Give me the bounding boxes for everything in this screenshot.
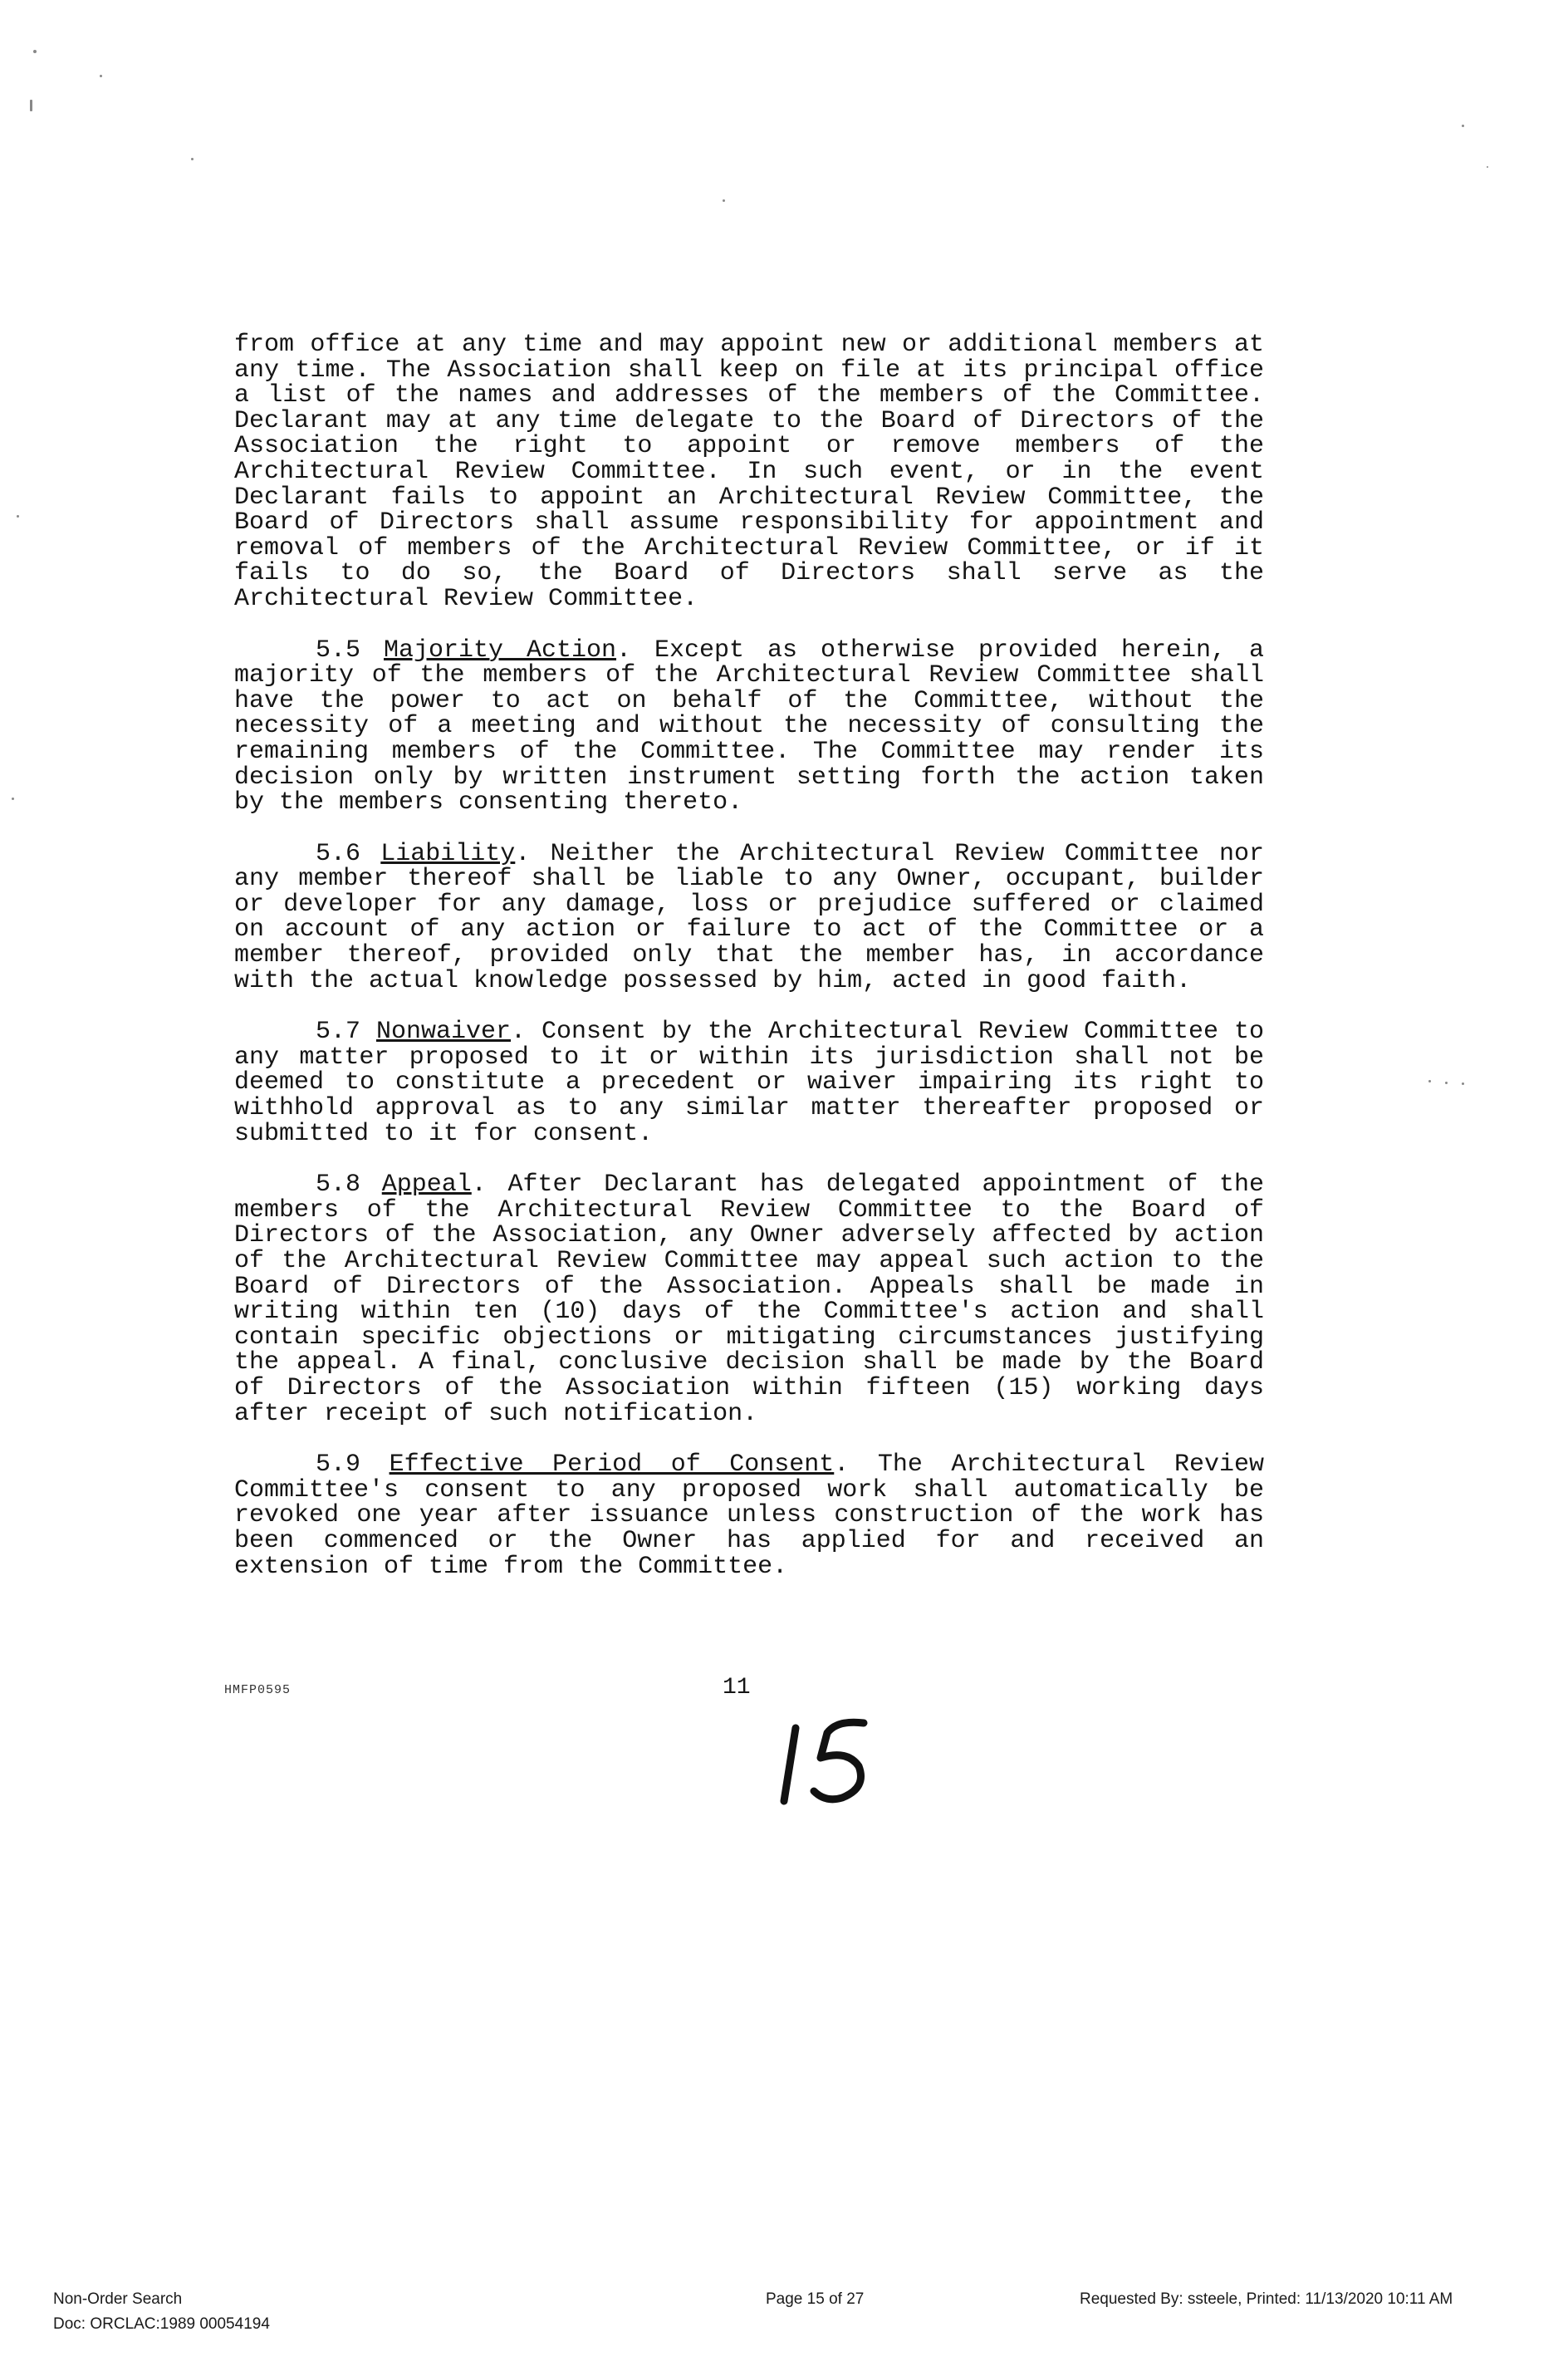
scan-speck — [100, 75, 102, 77]
page-number: 11 — [723, 1675, 751, 1701]
section-5-7: 5.7 Nonwaiver. Consent by the Architectural Review Committee to any matter proposed to it or within its jurisdiction shall not be deemed to constitute a precedent or waiver impairing its right to withhold approval as to any similar matter thereafter proposed or submitted to it for consent. — [234, 1018, 1264, 1148]
document-code: HMFP0595 — [224, 1683, 292, 1697]
scan-speck — [1445, 1082, 1448, 1084]
print-footer-page: Page 15 of 27 — [766, 2290, 865, 2308]
section-heading: Nonwaiver — [376, 1018, 512, 1047]
scan-speck — [12, 798, 14, 800]
section-5-9: 5.9 Effective Period of Consent. The Architectural Review Committee's consent to any proposed work shall automatically be revoked one year after issuance unless construction of the work has been commenced or the Owner has applied for and received an extension of time from the Committee. — [234, 1451, 1264, 1581]
section-text: After Declarant has delegated appointment of the members of the Architectural Review Committee to the Board of Directors of the Association, any Owner adversely affected by action of the Architectural Review Committee may appeal such action to the Board of Directors of the Association. Appeals shall be made in writing within ten (10) days of the Committee's action and shall contain specific objections or mitigating circumstances justifying the appeal. A final, conclusive decision shall be made by the Board of Directors of the Association within fifteen (15) working days after receipt of such notification. — [234, 1171, 1264, 1428]
section-number: 5.9 — [316, 1451, 361, 1480]
print-footer-left-1: Non-Order Search — [53, 2290, 183, 2308]
section-text: Neither the Architectural Review Committee nor any member thereof shall be liable to any Owner, occupant, builder or developer for any damage, loss or prejudice suffered or claimed on account of any action or failure to act of the Committee or a member thereof, provided only that the member has, in accordance with the actual knowledge possessed by him, acted in good faith. — [234, 839, 1264, 995]
scan-speck — [723, 199, 725, 202]
section-5-5: 5.5 Majority Action. Except as otherwise provided herein, a majority of the members of the Architectural Review Committee shall have the power to act on behalf of the Committee, without the necessity of a meeting and without the necessity of consulting the remaining members of the Committee. The Committee may render its decision only by written instrument setting forth the action taken by the members consenting thereto. — [234, 636, 1264, 817]
section-text: Consent by the Architectural Review Committee to any matter proposed to it or within its jurisdiction shall not be deemed to constitute a precedent or waiver impairing its right to withhold approval as to any similar matter thereafter proposed or submitted to it for consent. — [234, 1018, 1264, 1148]
section-5-6: 5.6 Liability. Neither the Architectural Review Committee nor any member thereof shall be liable to any Owner, occupant, builder or developer for any damage, loss or prejudice suffered or claimed on account of any action or failure to act of the Committee or a member thereof, provided only that the member has, in accordance with the actual knowledge possessed by him, acted in good faith. — [234, 839, 1264, 995]
scan-speck — [33, 50, 37, 53]
scan-speck — [1487, 166, 1488, 168]
section-heading: Effective Period of Consent — [389, 1451, 835, 1480]
section-heading: Appeal — [381, 1171, 472, 1200]
section-heading: Majority Action — [384, 636, 617, 665]
section-text: The Architectural Review Committee's consent to any proposed work shall automatically be revoked one year after issuance unless construction of the work has been commenced or the Owner has applied for and received an extension of time from the Committee. — [234, 1451, 1264, 1581]
scan-speck — [191, 158, 194, 160]
section-number: 5.6 — [316, 839, 361, 868]
scan-speck — [1462, 1082, 1464, 1085]
handwritten-page-number — [772, 1711, 889, 1811]
print-footer-left-2: Doc: ORCLAC:1989 00054194 — [53, 2315, 270, 2333]
print-footer-requested: Requested By: ssteele, Printed: 11/13/2020 10:11 AM — [1080, 2290, 1453, 2308]
scan-speck — [30, 100, 32, 111]
section-text: Except as otherwise provided herein, a majority of the members of the Architectural Review Committee shall have the power to act on behalf of the Committee, without the necessity of a meeting and without the necessity of consulting the remaining members of the Committee. The Committee may render its decision only by written instrument setting forth the action taken by the members consenting thereto. — [234, 636, 1264, 817]
section-heading: Liability — [380, 839, 516, 868]
section-number: 5.7 — [316, 1018, 361, 1047]
section-number: 5.5 — [316, 636, 361, 665]
section-number: 5.8 — [316, 1171, 361, 1200]
intro-paragraph: from office at any time and may appoint new or additional members at any time. The Association shall keep on file at its principal office a list of the names and addresses of the members of the Committee. Declarant may at any time delegate to the Board of Directors of the Association the right to appoint or remove members of the Architectural Review Committee. In such event, or in the event Declarant fails to appoint an Architectural Review Committee, the Board of Directors shall assume responsibility for appointment and removal of members of the Architectural Review Committee, or if it fails to do so, the Board of Directors shall serve as the Architectural Review Committee. — [234, 331, 1264, 613]
scan-speck — [1462, 125, 1464, 127]
scan-speck — [17, 515, 19, 518]
scan-speck — [1428, 1080, 1431, 1082]
document-body — [234, 332, 1264, 1605]
section-5-8: 5.8 Appeal. After Declarant has delegated appointment of the members of the Architectural Review Committee to the Board of Directors of the Association, any Owner adversely affected by action of the Architectural Review Committee may appeal such action to the Board of Directors of the Association. Appeals shall be made in writing within ten (10) days of the Committee's action and shall contain specific objections or mitigating circumstances justifying the appeal. A final, conclusive decision shall be made by the Board of Directors of the Association within fifteen (15) working days after receipt of such notification. — [234, 1171, 1264, 1428]
